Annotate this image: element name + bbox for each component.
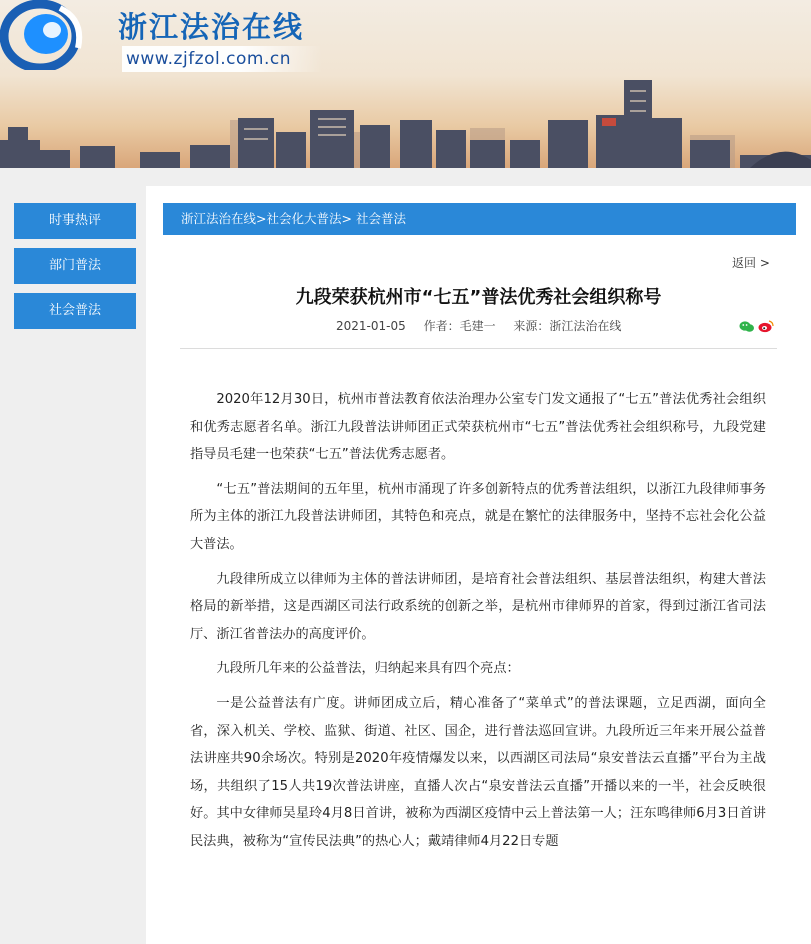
site-logo-icon[interactable] — [0, 0, 86, 70]
article-meta — [336, 317, 635, 334]
breadcrumb — [163, 203, 796, 235]
breadcrumb-social-law-campaign[interactable]: >社会化大普法 — [256, 211, 342, 226]
site-title[interactable]: 浙江法治在线 — [118, 10, 305, 44]
breadcrumb-home[interactable]: 浙江法治在线 — [181, 211, 257, 226]
back-link[interactable]: 返回 > — [732, 256, 770, 270]
sidebar-nav — [14, 203, 136, 338]
site-url[interactable]: www.zjfzol.com.cn — [122, 46, 322, 72]
article-paragraph: 一是公益普法有广度。讲师团成立后，精心准备了“菜单式”的普法课题，立足西湖，面向全省，深入机关、学校、监狱、街道、社区、国企，进行普法巡回宣讲。九段所近三年来开展公益普法讲座共90余场次。特别是2020年疫情爆发以来，以西湖区司法局“泉安普法云直播”平台为主战场，共组织了15人共19次普法讲座，直播人次占“泉安普法云直播”开播以来的一半，社会反映很好。其中女律师吴星玲4月8日首讲，被称为西湖区疫情中云上普法第一人；汪东鸣律师6月3日首讲民法典，被称为“宣传民法典”的热心人；戴靖律师4月22日专题 — [190, 695, 766, 849]
article-paragraph: “七五”普法期间的五年里，杭州市涌现了许多创新特点的优秀普法组织，以浙江九段律师事务所为主体的浙江九段普法讲师团，其特色和亮点，就是在繁忙的法律服务中，坚持不忘社会化公益大普法。 — [190, 481, 766, 552]
header-banner — [0, 0, 811, 168]
share-bar — [739, 319, 775, 333]
article-paragraph: 2020年12月30日，杭州市普法教育依法治理办公室专门发文通报了“七五”普法优秀社会组织和优秀志愿者名单。浙江九段普法讲师团正式荣获杭州市“七五”普法优秀社会组织称号，九段党建指导员毛建一也荣获“七五”普法优秀志愿者。 — [190, 392, 766, 463]
sidebar-item-department-law[interactable]: 部门普法 — [14, 248, 136, 284]
wechat-icon[interactable] — [740, 321, 755, 331]
article-title: 九段荣获杭州市“七五”普法优秀社会组织称号 — [295, 287, 662, 308]
sidebar-item-social-law[interactable]: 社会普法 — [14, 293, 136, 329]
breadcrumb-social-law[interactable]: > 社会普法 — [341, 211, 406, 226]
article-panel — [146, 186, 811, 944]
article-body — [190, 386, 766, 863]
title-divider — [180, 348, 777, 349]
article-author: 作者：毛建一 — [423, 319, 496, 333]
article-paragraph: 九段所几年来的公益普法，归纳起来具有四个亮点： — [216, 661, 520, 677]
sidebar-item-current-affairs[interactable]: 时事热评 — [14, 203, 136, 239]
weibo-icon[interactable] — [759, 321, 774, 332]
article-date: 2021-01-05 — [336, 319, 406, 333]
article-source: 来源：浙江法治在线 — [513, 319, 622, 333]
article-paragraph: 九段律所成立以律师为主体的普法讲师团，是培育社会普法组织、基层普法组织，构建大普法格局的新举措，这是西湖区司法行政系统的创新之举，是杭州市律师界的首家，得到过浙江省司法厅、浙江省普法办的高度评价。 — [190, 571, 766, 642]
